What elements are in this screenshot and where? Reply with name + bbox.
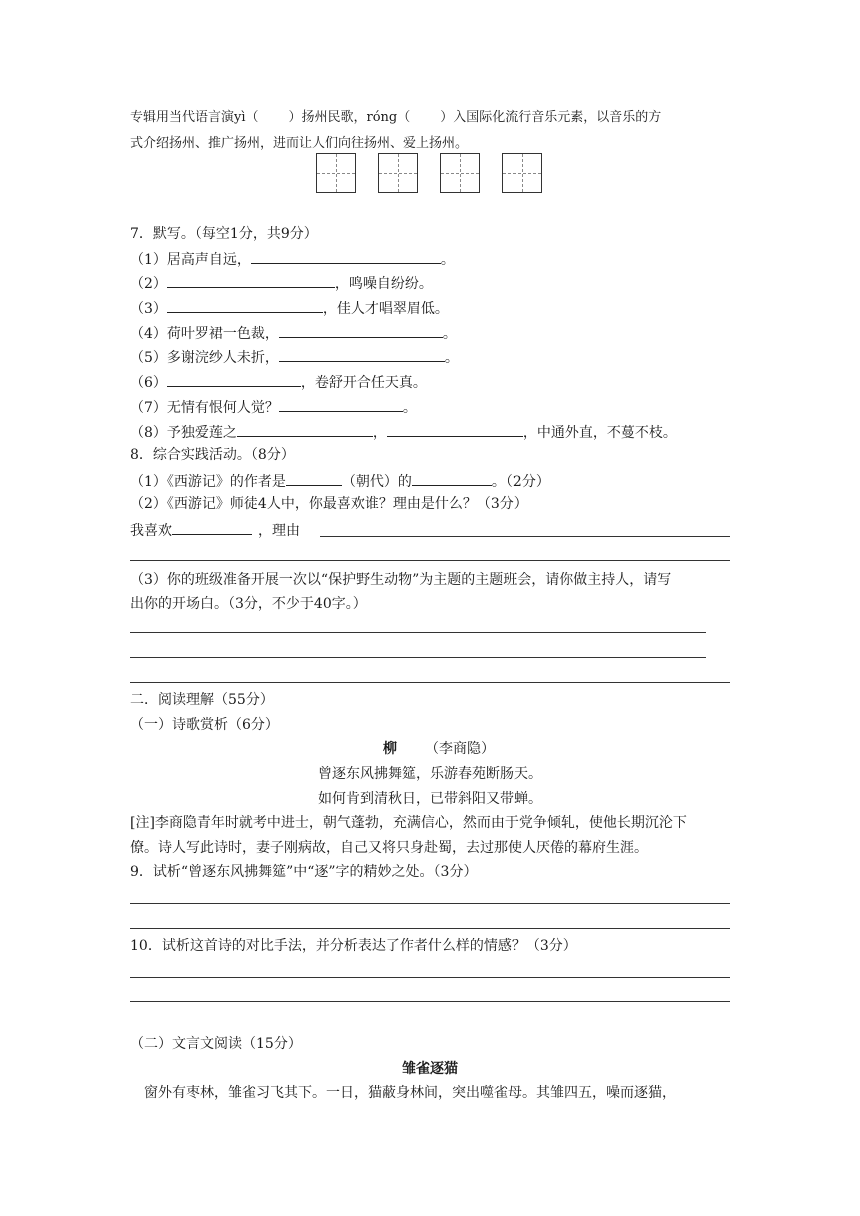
q7-item-5: （5）多谢浣纱人未折， 。 [130, 346, 459, 368]
poem-line-2: 如何肯到清秋日，已带斜阳又带蝉。 [318, 791, 542, 807]
answer-line[interactable] [130, 977, 730, 978]
writing-box-2[interactable] [378, 153, 418, 193]
q7-item-3: （3） ，佳人才唱翠眉低。 [130, 297, 449, 319]
q8-like-line: 我喜欢 ，理由 [130, 519, 300, 541]
answer-blank[interactable] [387, 421, 523, 437]
part-2-heading: （二）文言文阅读（15分） [130, 1036, 302, 1052]
writing-box-3[interactable] [440, 153, 480, 193]
answer-blank[interactable] [172, 519, 252, 535]
answer-blank[interactable] [237, 421, 373, 437]
writing-box-4[interactable] [502, 153, 542, 193]
answer-line[interactable] [320, 536, 730, 537]
answer-blank[interactable] [167, 371, 301, 387]
section-2-heading: 二．阅读理解（55分） [130, 692, 274, 708]
essay-title: 雏雀逐猫 [402, 1061, 458, 1077]
q7-item-8: （8）予独爱莲之 ， ，中通外直，不蔓不枝。 [130, 421, 677, 443]
part-1-heading: （一）诗歌赏析（6分） [130, 717, 279, 733]
q9: 9．试析“曾逐东风拂舞筵”中“逐”字的精妙之处。（3分） [130, 864, 478, 880]
q7-item-1: （1）居高声自远， 。 [130, 248, 455, 270]
q8-sub-3-line-2: 出你的开场白。（3分，不少于40字。） [130, 596, 367, 612]
answer-blank[interactable] [251, 248, 441, 264]
note-line-1: [注]李商隐青年时就考中进士，朝气蓬勃，充满信心，然而由于党争倾轧，使他长期沉沦下 [130, 815, 687, 831]
q7-item-2: （2） ，鸣噪自纷纷。 [130, 272, 433, 294]
answer-blank[interactable] [167, 272, 335, 288]
q7-item-7: （7）无情有恨何人觉？ 。 [130, 396, 417, 418]
answer-blank[interactable] [279, 396, 403, 412]
poem-author: （李商隐） [425, 741, 495, 757]
answer-blank[interactable] [286, 470, 342, 486]
answer-blank[interactable] [167, 297, 323, 313]
answer-blank[interactable] [412, 470, 492, 486]
poem-title: 柳 [383, 741, 397, 757]
answer-line[interactable] [130, 1001, 730, 1002]
poem-line-1: 曾逐东风拂舞筵，乐游春苑断肠天。 [318, 766, 542, 782]
answer-blank[interactable] [279, 322, 443, 338]
writing-box-1[interactable] [316, 153, 356, 193]
answer-line[interactable] [130, 560, 730, 561]
intro-line-2: 式介绍扬州、推广扬州，进而让人们向往扬州、爱上扬州。 [130, 136, 469, 151]
note-line-2: 僚。诗人写此诗时，妻子刚病故，自己又将只身赴蜀，去过那使人厌倦的幕府生涯。 [130, 840, 648, 856]
answer-line[interactable] [130, 632, 706, 633]
q10: 10．试析这首诗的对比手法，并分析表达了作者什么样的情感？（3分） [130, 938, 577, 954]
intro-line-1: 专辑用当代语言演yì（ ）扬州民歌，róng（ ）入国际化流行音乐元素，以音乐的方 [130, 110, 662, 125]
q7-item-6: （6） ，卷舒开合任天真。 [130, 371, 427, 393]
q8-heading: 8．综合实践活动。（8分） [130, 447, 295, 463]
answer-line[interactable] [130, 928, 730, 929]
q7-item-4: （4）荷叶罗裙一色裁， 。 [130, 322, 457, 344]
answer-line[interactable] [130, 903, 730, 904]
essay-line-1: 窗外有枣林，雏雀习飞其下。一日，猫蔽身林间，突出噬雀母。其雏四五，噪而逐猫， [144, 1085, 676, 1101]
q8-sub-1: （1）《西游记》的作者是 （朝代）的 。（2分） [130, 470, 550, 492]
answer-blank[interactable] [279, 346, 445, 362]
answer-line[interactable] [130, 682, 730, 683]
q8-sub-3-line-1: （3）你的班级准备开展一次以“保护野生动物”为主题的主题班会，请你做主持人，请写 [130, 572, 672, 588]
answer-line[interactable] [130, 657, 706, 658]
q7-heading: 7．默写。（每空1分，共9分） [130, 226, 318, 242]
q8-sub-2: （2）《西游记》师徒4人中，你最喜欢谁？理由是什么？（3分） [130, 496, 528, 512]
poem-title-line [383, 739, 495, 759]
